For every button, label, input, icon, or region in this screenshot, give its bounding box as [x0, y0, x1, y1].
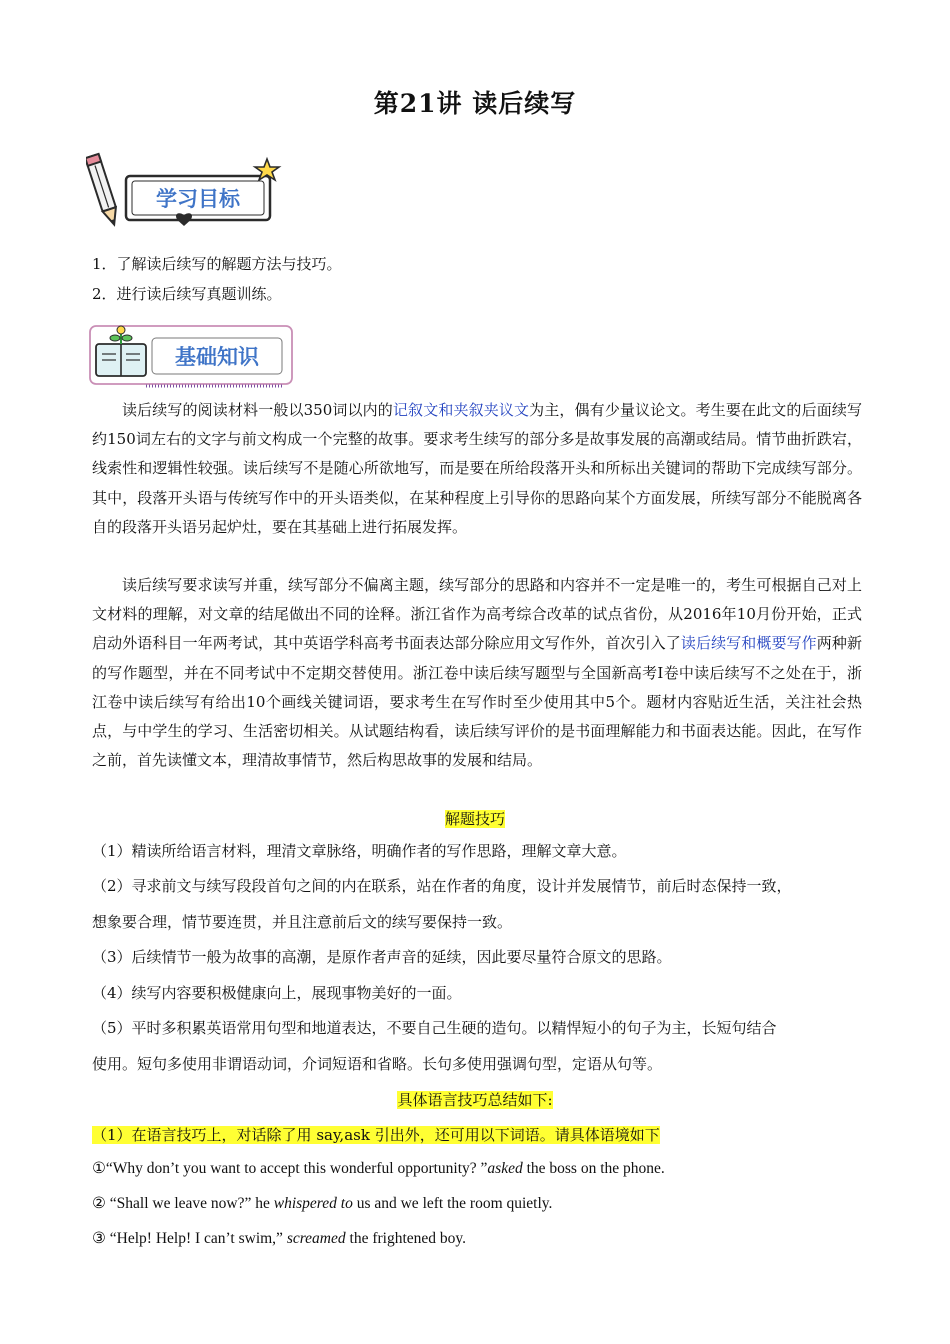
- tip-item: （1）精读所给语言材料，理清文章脉络，明确作者的写作思路，理解文章大意。: [92, 842, 627, 860]
- tip-item: （2）寻求前文与续写段段首句之间的内在联系，站在作者的角度，设计并发展情节，前后时态保持一致，: [92, 877, 792, 895]
- example-sentence: ② “Shall we leave now?” he whispered to us and we left the room quietly.: [92, 1195, 553, 1212]
- example-sentence: ①“Why don’t you want to accept this wonderful opportunity? ”asked the boss on the phone.: [92, 1160, 665, 1177]
- basic-knowledge-banner: [88, 322, 298, 392]
- genre-link[interactable]: 记叙文和夹叙夹议文: [392, 401, 530, 419]
- learning-goals-banner: [86, 150, 282, 236]
- goal-item: 1．了解读后续写的解题方法与技巧。: [92, 255, 342, 273]
- background-paragraph: [92, 571, 862, 775]
- paragraph-text: 读后续写要求读写并重，续写部分不偏离主题，续写部分的思路和内容并不一定是唯一的，考生可根据自己对上文材料的理解，对文章的结尾做出不同的诠释。浙江省作为高考综合改革的试点省份，从2016年10月份开始，正式启动外语科目一年两考试，其中英语学科高考书面表达部分除应用文写作外，首次引入了: [92, 576, 862, 653]
- tip-item: 想象要合理，情节要连贯，并且注意前后文的续写要保持一致。: [92, 913, 513, 931]
- tip-item: （5）平时多积累英语常用句型和地道表达，不要自己生硬的造句。以精悍短小的句子为主，长短句结合: [92, 1019, 777, 1037]
- tip-item: （4）续写内容要积极健康向上，展现事物美好的一面。: [92, 984, 462, 1002]
- pencil-icon: [86, 154, 121, 227]
- tips-heading: 解题技巧: [444, 810, 505, 828]
- paragraph-text: 读后续写的阅读材料一般以350词以内的: [122, 401, 393, 419]
- tip-item: （3）后续情节一般为故事的高潮，是原作者声音的延续，因此要尽量符合原文的思路。: [92, 948, 672, 966]
- page-title: 第21讲 读后续写: [373, 89, 577, 118]
- intro-paragraph: [92, 396, 862, 542]
- example-sentence: ③ “Help! Help! I can’t swim,” screamed the frightened boy.: [92, 1230, 467, 1247]
- task-types-link[interactable]: 读后续写和概要写作: [680, 634, 817, 653]
- banner-label: 基础知识: [175, 345, 259, 369]
- heart-icon: [176, 213, 192, 226]
- language-point: （1）在语言技巧上，对话除了用 say,ask 引出外，还可用以下词语。请具体语境如下: [92, 1126, 660, 1144]
- summary-heading: 具体语言技巧总结如下:: [397, 1091, 553, 1109]
- paragraph-text: 两种新的写作题型，并在不同考试中不定期交替使用。浙江卷中读后续写题型与全国新高考I卷中读后续写不之处在于，浙江卷中读后续写有给出10个画线关键词语，要求考生在写作时至少使用其中5个。题材内容贴近生活，关注社会热点，与中学生的学习、生活密切相关。从试题结构看，读后续写评价的是书面理解能力和书面表达能。因此，在写作之前，首先读懂文本，理清故事情节，然后构思故事的发展和结局。: [92, 634, 862, 770]
- tip-item: 使用。短句多使用非谓语动词，介词短语和省略。长句多使用强调句型，定语从句等。: [92, 1055, 663, 1073]
- goal-item: 2．进行读后续写真题训练。: [92, 285, 282, 303]
- banner-label: 学习目标: [156, 187, 240, 211]
- paragraph-text: 为主，偶有少量议论文。考生要在此文的后面续写约150词左右的文字与前文构成一个完整的故事。要求考生续写的部分多是故事发展的高潮或结局。情节曲折跌宕，线索性和逻辑性较强。读后续写不是随心所欲地写，而是要在所给段落开头和所标出关键词的帮助下完成续写部分。其中，段落开头语与传统写作中的开头语类似，在某种程度上引导你的思路向某个方面发展，所续写部分不能脱离各自的段落开头语另起炉灶，要在其基础上进行拓展发挥。: [92, 401, 862, 536]
